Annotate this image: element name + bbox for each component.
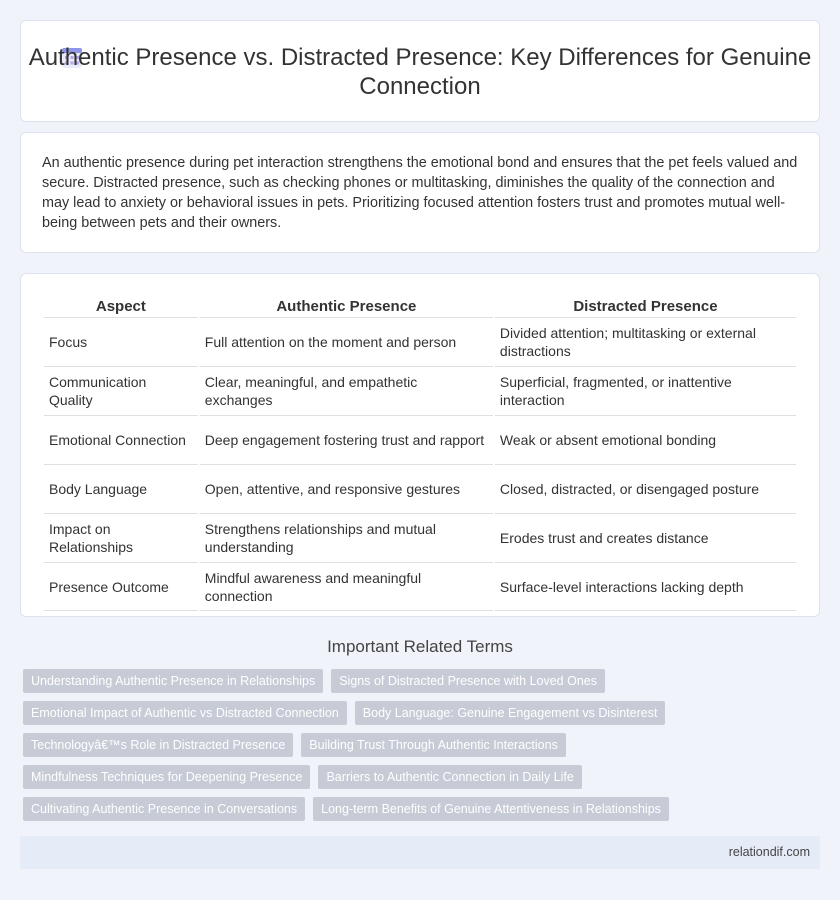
tag-row	[23, 669, 823, 693]
related-term-tag[interactable]: Building Trust Through Authentic Interactions	[301, 733, 566, 757]
tag-row	[23, 733, 823, 757]
table-cell-authentic: Strengthens relationships and mutual understanding	[200, 514, 493, 563]
related-term-tag[interactable]: Body Language: Genuine Engagement vs Disinterest	[355, 701, 666, 725]
footer	[20, 836, 820, 869]
table-header-row	[44, 296, 796, 318]
table-cell-distracted: Erodes trust and creates distance	[495, 514, 796, 563]
related-term-tag[interactable]: Cultivating Authentic Presence in Conversations	[23, 797, 305, 821]
table-cell-aspect: Presence Outcome	[44, 563, 198, 611]
table-cell-aspect: Communication Quality	[44, 367, 198, 416]
related-term-tag[interactable]: Long-term Benefits of Genuine Attentiveness in Relationships	[313, 797, 669, 821]
comparison-table-card	[20, 273, 820, 617]
table-row	[44, 563, 796, 611]
header-card	[20, 20, 820, 122]
tag-row	[23, 797, 823, 821]
intro-paragraph: An authentic presence during pet interaction strengthens the emotional bond and ensures that the pet feels valued and secure. Distracted presence, such as checking phones or multitasking, diminishes the quality of the connection and may lead to anxiety or behavioral issues in pets. Prioritizing focused attention fosters trust and promotes mutual well-being between pets and their owners.	[42, 155, 798, 231]
table-cell-aspect: Body Language	[44, 465, 198, 514]
related-terms-list	[23, 669, 823, 829]
table-cell-aspect: Focus	[44, 318, 198, 367]
page-title: Authentic Presence vs. Distracted Presence: Key Differences for Genuine Connection	[28, 44, 812, 100]
related-term-tag[interactable]: Mindfulness Techniques for Deepening Presence	[23, 765, 310, 789]
table-cell-distracted: Weak or absent emotional bonding	[495, 416, 796, 465]
table-cell-distracted: Closed, distracted, or disengaged posture	[495, 465, 796, 514]
table-row	[44, 416, 796, 465]
table-cell-authentic: Open, attentive, and responsive gestures	[200, 465, 493, 514]
table-cell-distracted: Divided attention; multitasking or external distractions	[495, 318, 796, 367]
table-cell-authentic: Clear, meaningful, and empathetic exchanges	[200, 367, 493, 416]
table-cell-authentic: Deep engagement fostering trust and rapport	[200, 416, 493, 465]
related-term-tag[interactable]: Emotional Impact of Authentic vs Distracted Connection	[23, 701, 347, 725]
table-cell-aspect: Emotional Connection	[44, 416, 198, 465]
related-term-tag[interactable]: Technologyâ€™s Role in Distracted Presence	[23, 733, 293, 757]
table-cell-authentic: Mindful awareness and meaningful connection	[200, 563, 493, 611]
related-term-tag[interactable]: Signs of Distracted Presence with Loved Ones	[331, 669, 605, 693]
footer-site-link[interactable]: relationdif.com	[728, 845, 810, 859]
table-row	[44, 465, 796, 514]
related-terms-heading: Important Related Terms	[327, 637, 513, 656]
table-cell-authentic: Full attention on the moment and person	[200, 318, 493, 367]
column-header-authentic: Authentic Presence	[200, 296, 493, 318]
related-term-tag[interactable]: Understanding Authentic Presence in Relationships	[23, 669, 323, 693]
column-header-distracted: Distracted Presence	[495, 296, 796, 318]
table-row	[44, 514, 796, 563]
related-term-tag[interactable]: Barriers to Authentic Connection in Daily Life	[318, 765, 581, 789]
table-cell-distracted: Superficial, fragmented, or inattentive interaction	[495, 367, 796, 416]
column-header-aspect: Aspect	[44, 296, 198, 318]
table-cell-aspect: Impact on Relationships	[44, 514, 198, 563]
intro-card	[20, 132, 820, 253]
comparison-table	[42, 296, 798, 611]
tag-row	[23, 701, 823, 725]
table-row	[44, 318, 796, 367]
tag-row	[23, 765, 823, 789]
table-cell-distracted: Surface-level interactions lacking depth	[495, 563, 796, 611]
table-row	[44, 367, 796, 416]
